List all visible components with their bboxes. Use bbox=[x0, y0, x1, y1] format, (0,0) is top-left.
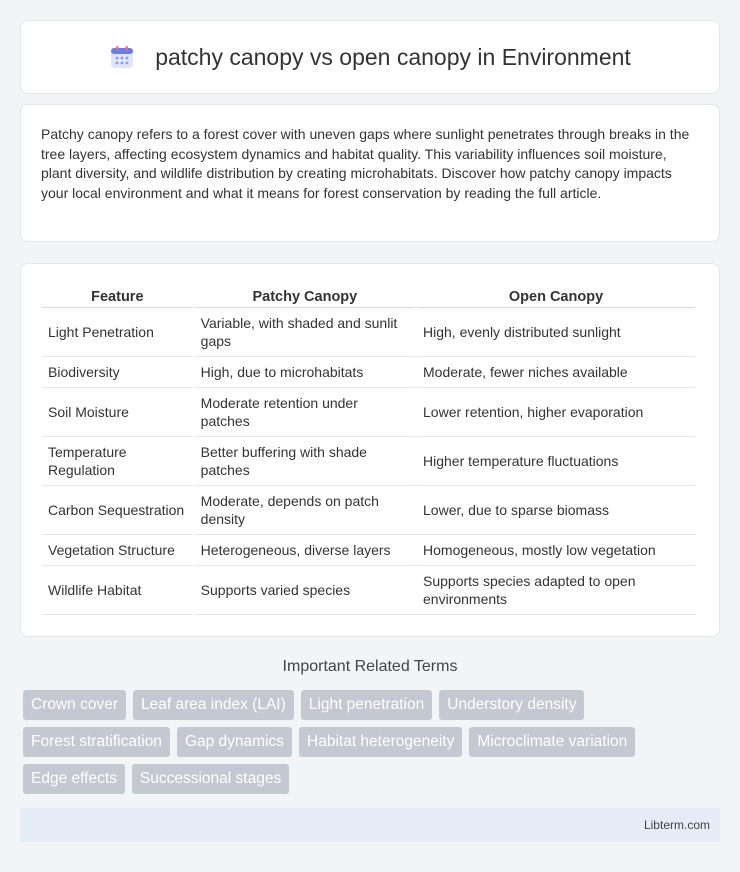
term-tag[interactable]: Gap dynamics bbox=[177, 727, 292, 757]
table-cell: Vegetation Structure bbox=[42, 535, 193, 566]
table-row bbox=[42, 308, 695, 357]
table-row bbox=[42, 357, 695, 388]
related-terms-heading: Important Related Terms bbox=[282, 658, 458, 675]
header-open-canopy: Open Canopy bbox=[417, 286, 695, 308]
term-tag[interactable]: Understory density bbox=[439, 690, 584, 720]
table-cell: High, due to microhabitats bbox=[195, 357, 415, 388]
table-row bbox=[42, 437, 695, 486]
table-cell: Temperature Regulation bbox=[42, 437, 193, 486]
table-cell: Lower, due to sparse biomass bbox=[417, 486, 695, 535]
term-tag[interactable]: Habitat heterogeneity bbox=[299, 727, 462, 757]
calendar-icon bbox=[109, 44, 135, 70]
term-tag[interactable]: Edge effects bbox=[23, 764, 125, 794]
table-cell: Wildlife Habitat bbox=[42, 566, 193, 615]
footer bbox=[20, 808, 720, 842]
table-cell: Homogeneous, mostly low vegetation bbox=[417, 535, 695, 566]
term-tag[interactable]: Light penetration bbox=[301, 690, 432, 720]
table-cell: Light Penetration bbox=[42, 308, 193, 357]
table-cell: Variable, with shaded and sunlit gaps bbox=[195, 308, 415, 357]
table-row bbox=[42, 566, 695, 615]
table-row bbox=[42, 388, 695, 437]
term-tag[interactable]: Leaf area index (LAI) bbox=[133, 690, 294, 720]
header-feature: Feature bbox=[42, 286, 193, 308]
table-cell: High, evenly distributed sunlight bbox=[417, 308, 695, 357]
table-row bbox=[42, 486, 695, 535]
title-card bbox=[20, 20, 720, 94]
table-cell: Moderate, depends on patch density bbox=[195, 486, 415, 535]
table-row bbox=[42, 535, 695, 566]
term-tag[interactable]: Forest stratification bbox=[23, 727, 170, 757]
table-cell: Better buffering with shade patches bbox=[195, 437, 415, 486]
table-cell: Higher temperature fluctuations bbox=[417, 437, 695, 486]
term-tag[interactable]: Successional stages bbox=[132, 764, 289, 794]
term-tag[interactable]: Microclimate variation bbox=[469, 727, 635, 757]
footer-site-link[interactable]: Libterm.com bbox=[643, 818, 710, 832]
table-cell: Moderate retention under patches bbox=[195, 388, 415, 437]
table-header-row bbox=[42, 286, 695, 308]
table-cell: Biodiversity bbox=[42, 357, 193, 388]
table-cell: Supports varied species bbox=[195, 566, 415, 615]
table-cell: Heterogeneous, diverse layers bbox=[195, 535, 415, 566]
page-title: patchy canopy vs open canopy in Environment bbox=[155, 43, 631, 70]
table-cell: Carbon Sequestration bbox=[42, 486, 193, 535]
table-cell: Lower retention, higher evaporation bbox=[417, 388, 695, 437]
intro-card bbox=[20, 104, 720, 242]
table-cell: Moderate, fewer niches available bbox=[417, 357, 695, 388]
comparison-table bbox=[40, 286, 697, 615]
related-terms-list bbox=[23, 690, 723, 801]
intro-paragraph: Patchy canopy refers to a forest cover with uneven gaps where sunlight penetrates through breaks in the tree layers, affecting ecosystem dynamics and habitat quality. This variability influences soil moisture, plant diversity, and wildlife distribution by creating microhabitats. Discover how patchy canopy impacts your local environment and what it means for forest conservation by reading the full article. bbox=[41, 126, 690, 201]
comparison-table-card bbox=[20, 263, 720, 637]
table-cell: Soil Moisture bbox=[42, 388, 193, 437]
header-patchy-canopy: Patchy Canopy bbox=[195, 286, 415, 308]
term-tag[interactable]: Crown cover bbox=[23, 690, 126, 720]
table-cell: Supports species adapted to open environments bbox=[417, 566, 695, 615]
